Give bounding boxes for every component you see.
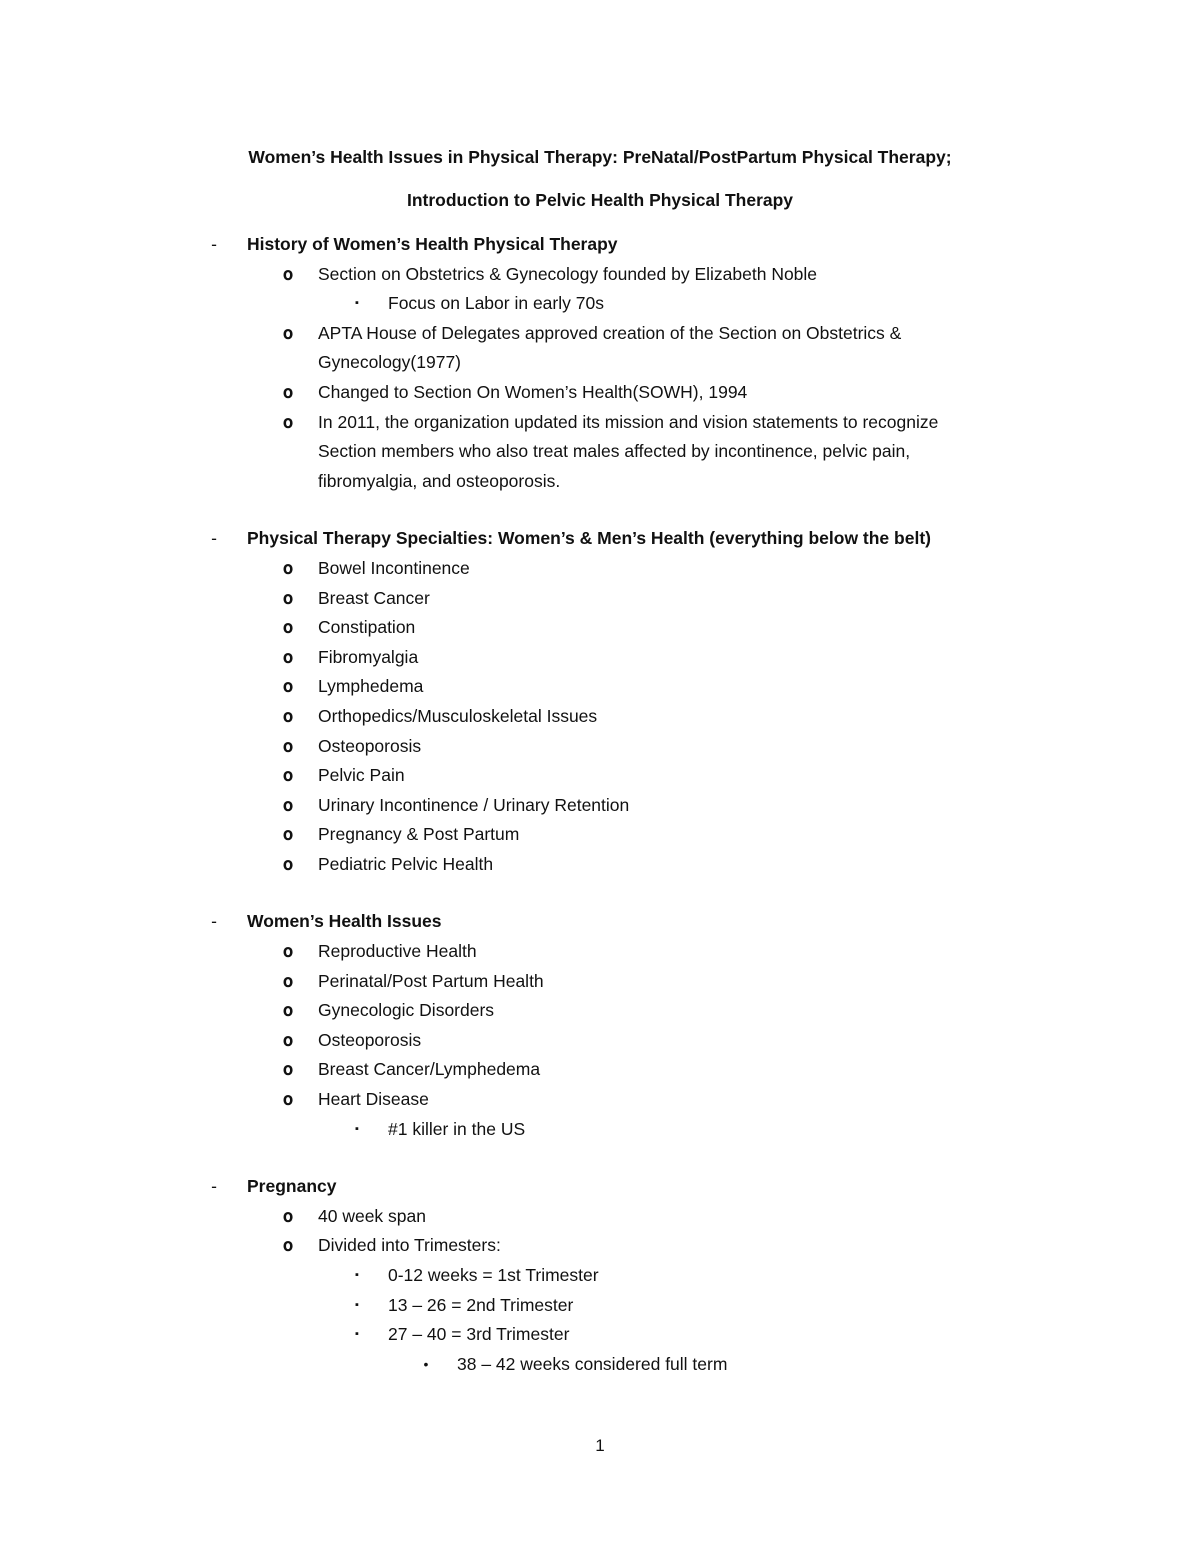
sub-list-item [0,1320,1200,1350]
circle-bullet: o [282,853,294,875]
dash-bullet: - [211,528,217,549]
list-item [0,260,1200,290]
list-item [0,1085,1200,1115]
circle-bullet: o [282,941,294,963]
circle-bullet: o [282,970,294,992]
circle-bullet: o [282,794,294,816]
list-item [0,613,1200,643]
list-item [0,702,1200,732]
list-item-text: Pelvic Pain [318,765,405,786]
section-pregnancy [0,1172,1200,1379]
list-item-text: 40 week span [318,1205,426,1226]
list-item-text: In 2011, the organization updated its mission and vision statements to recognize [318,411,939,432]
sub-list-item-text: #1 killer in the US [388,1118,526,1139]
list-item [0,967,1200,997]
circle-bullet: o [282,1029,294,1051]
circle-bullet: o [282,735,294,757]
section-specialties [0,524,1200,879]
list-item-continuation [0,348,1200,378]
list-item-text: Urinary Incontinence / Urinary Retention [318,794,630,815]
list-item [0,643,1200,673]
list-item [0,408,1200,438]
list-item-text: Divided into Trimesters: [318,1235,501,1256]
circle-bullet: o [282,322,294,344]
sub-list-item-text: 27 – 40 = 3rd Trimester [388,1324,570,1345]
section-heading-row [0,230,1200,260]
list-item-continuation [0,437,1200,467]
document-subtitle: Introduction to Pelvic Health Physical Therapy [406,190,794,210]
list-item-text: Pediatric Pelvic Health [318,853,494,874]
list-item-text: Perinatal/Post Partum Health [318,970,544,991]
square-bullet: ▪ [355,297,359,310]
circle-bullet: o [282,646,294,668]
dash-bullet: - [211,234,217,254]
circle-bullet: o [282,587,294,609]
list-item [0,1055,1200,1085]
list-item-text: fibromyalgia, and osteoporosis. [318,470,561,491]
list-item [0,850,1200,880]
sub-list-item-text: 0-12 weeks = 1st Trimester [388,1265,599,1285]
list-item-text: Breast Cancer/Lymphedema [318,1059,541,1080]
circle-bullet: o [282,263,294,285]
list-item-text: Section on Obstetrics & Gynecology founded by Elizabeth Noble [318,263,818,284]
circle-bullet: o [282,617,294,639]
list-item-text: Fibromyalgia [318,646,419,667]
section-heading: History of Women’s Health Physical Therapy [247,234,618,254]
square-bullet: ▪ [355,1328,359,1341]
circle-bullet: o [282,381,294,403]
list-item-text: Gynecology(1977) [318,352,461,373]
section-heading: Physical Therapy Specialties: Women’s & Men’s Health (everything below the belt) [247,528,931,549]
sub-list-item [0,1261,1200,1291]
dash-bullet: - [211,1176,217,1197]
page-number: 1 [595,1436,605,1455]
circle-bullet: o [282,411,294,433]
circle-bullet: o [282,1235,294,1257]
section-heading: Pregnancy [247,1176,337,1197]
list-item-continuation [0,467,1200,497]
outline [0,230,1200,1379]
section-history [0,230,1200,496]
list-item [0,761,1200,791]
list-item-text: Gynecologic Disorders [318,1000,495,1021]
section-womens-health-issues [0,907,1200,1144]
sub-list-item-text: 13 – 26 = 2nd Trimester [388,1294,574,1315]
list-item-text: Section members who also treat males affected by incontinence, pelvic pain, [318,441,911,462]
list-item [0,937,1200,967]
circle-bullet: o [282,824,294,846]
list-item [0,1026,1200,1056]
list-item-text: Reproductive Health [318,941,477,962]
list-item [0,1231,1200,1261]
list-item-text: Osteoporosis [318,735,422,756]
circle-bullet: o [282,676,294,698]
square-bullet: ▪ [355,1298,359,1311]
section-heading-row [0,907,1200,937]
dash-bullet: - [211,911,217,932]
list-item-text: Breast Cancer [318,587,430,608]
list-item-text: Orthopedics/Musculoskeletal Issues [318,705,598,726]
list-item [0,820,1200,850]
list-item [0,378,1200,408]
sub-list-item [0,1115,1200,1145]
list-item-text: Pregnancy & Post Partum [318,824,520,845]
list-item [0,554,1200,584]
section-heading: Women’s Health Issues [247,911,442,932]
circle-bullet: o [282,557,294,579]
list-item-text: Lymphedema [318,676,424,697]
sub-list-item [0,1291,1200,1321]
circle-bullet: o [282,1205,294,1227]
section-heading-row [0,1172,1200,1202]
list-item [0,1202,1200,1232]
list-item [0,732,1200,762]
list-item-text: Bowel Incontinence [318,557,470,578]
list-item-text: Changed to Section On Women’s Health(SOWH), 1994 [318,381,748,402]
sub-sub-list-item [0,1350,1200,1380]
circle-bullet: o [282,1000,294,1022]
sub-sub-list-item-text: 38 – 42 weeks considered full term [457,1353,728,1374]
circle-bullet: o [282,765,294,787]
circle-bullet: o [282,1059,294,1081]
list-item-text: Heart Disease [318,1089,429,1110]
list-item-text: Constipation [318,617,416,638]
document-title: Women’s Health Issues in Physical Therapy: PreNatal/PostPartum Physical Therapy; [248,147,952,167]
square-bullet: ▪ [355,1269,359,1281]
sub-list-item-text: Focus on Labor in early 70s [388,293,604,314]
dot-bullet: • [423,1355,429,1372]
list-item [0,584,1200,614]
circle-bullet: o [282,705,294,727]
circle-bullet: o [282,1089,294,1111]
list-item [0,672,1200,702]
list-item [0,791,1200,821]
list-item [0,996,1200,1026]
section-heading-row [0,524,1200,554]
list-item-text: Osteoporosis [318,1029,422,1050]
square-bullet: ▪ [355,1122,359,1135]
list-item-text: APTA House of Delegates approved creation of the Section on Obstetrics & [318,322,902,343]
list-item [0,319,1200,349]
sub-list-item [0,289,1200,319]
